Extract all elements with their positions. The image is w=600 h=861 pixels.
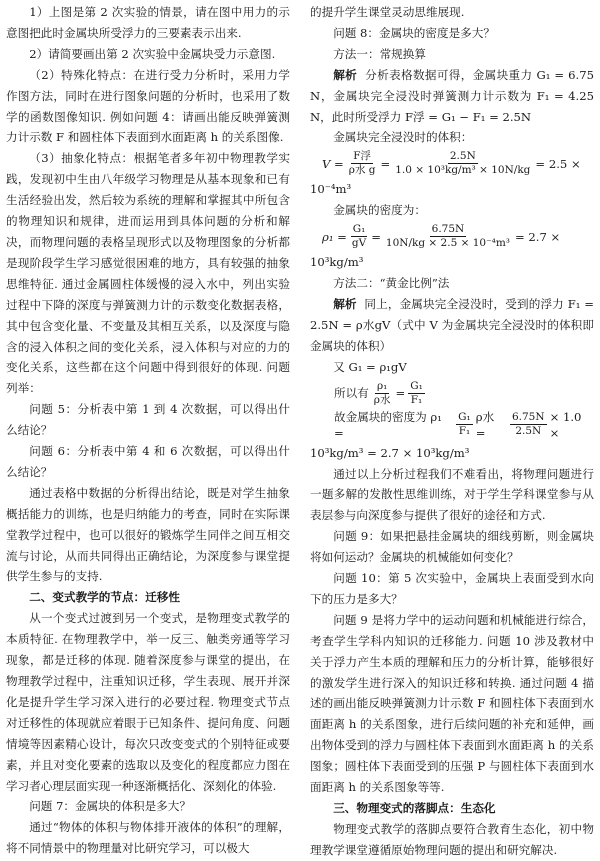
equation-golden-ratio xyxy=(334,409,594,441)
fraction xyxy=(350,223,368,250)
eq-lhs: 所以有 xyxy=(334,386,369,401)
fraction-numerator: G₁ xyxy=(458,411,471,424)
eq-equals: = xyxy=(371,229,381,244)
fraction-numerator: ρ₁ xyxy=(376,379,388,392)
fraction xyxy=(347,150,378,177)
paragraph: 金属块的密度为： xyxy=(333,203,426,218)
paragraph: 1）上图是第 2 次实验的情景，请在图中用力的示意图把此时金属块所受浮力的三要素表示出来. xyxy=(6,5,290,40)
section-heading-3: 三、物理变式的落脚点：生态化 xyxy=(333,801,496,815)
fraction xyxy=(510,411,547,438)
paragraph: 通过以上分析过程我们不难看出，将物理问题进行一题多解的发散性思维训练，对于学生学科课堂参与从表层参与向深度参与提供了很好的途径和方式. xyxy=(310,466,594,523)
paragraph: （3）抽象化特点：根据笔者多年初中物理教学实践，发现初中生由八年级学习物理是从基本现象和已有生活经验出发，然后较为系统的理解和掌握其中所包含的物理知识和规律，进而运用到具体问题的分析和解决，而物理问题的表格呈现形式以及物理图象的分析都是现阶段学生学习感觉很困难的地方，具有较强的抽象思维特征. 通过金属圆柱体缓慢的浸入水中，列出实验过程中下降的深度与弹簧测力计的示数变化数据表格，其中包含变化量、不变量及其相互关系，以及深度与隐含的浸入体积之间的变化关系，浸入体积与对应的力的变化关系，这些都在这个问题中得到很好的体现. 问题列举： xyxy=(6,151,290,396)
paragraph: 物理变式教学的落脚点要符合教育生态化，初中物理教学课堂遵循原始物理问题的提出和研究解决. xyxy=(310,821,594,857)
method-one-title: 方法一：常规换算 xyxy=(333,46,426,61)
paragraph: 通过“物体的体积与物体排开液体的体积”的理解，将不同情景中的物理量对比研究学习，可以极大 xyxy=(6,820,290,856)
equation-density xyxy=(322,223,594,250)
left-column xyxy=(6,2,290,859)
fraction-denominator: 1.0 × 10³kg/m³ × 10N/kg xyxy=(395,164,531,177)
fraction-denominator: ρ水 xyxy=(373,393,391,406)
fraction xyxy=(408,380,425,407)
eq-rhs: = 2.7 × xyxy=(515,229,561,244)
question-6: 问题 6：分析表中第 4 和 6 次数据，可以得出什么结论？ xyxy=(6,444,290,479)
fraction xyxy=(372,380,393,407)
question-5: 问题 5：分析表中第 1 到 4 次数据，可以得出什么结论？ xyxy=(6,402,290,438)
fraction-numerator: 6.75N xyxy=(511,411,545,424)
question-10: 问题 10：第 5 次实验中，金属块上表面受到水向下的压力是多大？ xyxy=(310,571,594,606)
question-9: 问题 9：如果把悬挂金属块的细线剪断，则金属块将如何运动？金属块的机械能如何变化？ xyxy=(310,529,594,565)
eq-rhs: = 2.5 × xyxy=(535,156,581,171)
fraction-denominator: 10N/kg × 2.5 × 10⁻⁴m³ xyxy=(385,237,510,250)
right-column xyxy=(310,2,594,861)
fraction xyxy=(456,411,473,438)
eq-equals: = xyxy=(395,386,406,401)
analysis-2 xyxy=(310,294,594,357)
paragraph: 的提升学生课堂灵动思维展现. xyxy=(310,5,465,19)
eq-continuation: 10³kg/m³ xyxy=(310,255,364,270)
paragraph: 从一个变式过渡到另一个变式，是物理变式教学的本质特征. 在物理教学中，举一反三、触类旁通等学习现象，都是迁移的体现. 随着深度参与课堂的提出，在物理教学过程中，注重知识迁移，学生表现、展开并深化是提升学生学习深入进行的必要过程. 物理变式节点对迁移性的体现就应着眼于已知条件、提问角度、问题情境等因素精心设计，每次只改变变式的个别特征或要素，并且对变化要素的选取以及变化的程度都应力图在学习者心理层面实现一种逐渐概括化、深刻化的体验. xyxy=(6,611,290,793)
eq-lhs: V = xyxy=(322,156,344,171)
fraction-denominator: gV xyxy=(351,237,367,250)
fraction-numerator: F浮 xyxy=(353,150,372,163)
fraction-numerator: G₁ xyxy=(410,379,423,392)
eq-continuation: 10⁻⁴m³ xyxy=(310,182,352,197)
section-heading-2: 二、变式教学的节点：迁移性 xyxy=(29,590,180,605)
analysis-text: 同上，金属块完全浸没时，受到的浮力 F₁ = 2.5N = ρ水gV（式中 V 为金属块完全浸没时的体积即金属块的体积） xyxy=(310,296,594,353)
paragraph: 2）请简要画出第 2 次实验中金属块受力示意图. xyxy=(29,46,276,61)
question-8: 问题 8：金属块的密度是多大？ xyxy=(333,25,495,40)
eq-continuation: 10³kg/m³ = 2.7 × 10³kg/m³ xyxy=(310,445,470,460)
fraction xyxy=(393,150,532,177)
analysis-1 xyxy=(310,65,594,128)
fraction-numerator: 2.5N xyxy=(449,150,476,163)
paragraph: 通过表格中数据的分析得出结论，既是对学生抽象概括能力的训练，也是归纳能力的考查，同时在实际课堂教学过程中，也可以很好的锻炼学生同伴之间互相交流与讨论，从而共同得出正确结论，为深度参与课堂提供学生参与的支持. xyxy=(6,485,290,584)
paragraph: 金属块完全浸没时的体积： xyxy=(333,130,473,145)
paragraph: （2）特殊化特点：在进行受力分析时，采用力学作图方法，同时在进行图象问题的分析时，也采用了数学的函数图像知识. 例如问题 4：请画出能反映弹簧测力计示数 F 和圆柱体下表面到水面距离 h 的关系图像. xyxy=(6,67,290,145)
fraction xyxy=(384,223,512,250)
fraction-denominator: F₁ xyxy=(410,393,423,406)
question-7: 问题 7：金属块的体积是多大？ xyxy=(29,799,191,814)
fraction-denominator: ρ水 g xyxy=(348,164,376,177)
equation-volume xyxy=(322,150,594,177)
equation-weight: 又 G₁ = ρ₁gV xyxy=(333,359,407,374)
fraction-denominator: F₁ xyxy=(458,425,471,438)
analysis-text: 分析表格数据可得，金属块重力 G₁ = 6.75N，金属块完全浸没时弹簧测力计示数为 F₁ = 4.25N，此时所受浮力 F浮 = G₁ − F₁ = 2.5N xyxy=(310,67,594,124)
eq-lhs: ρ₁ = xyxy=(322,229,347,244)
fraction-numerator: 6.75N xyxy=(431,223,465,236)
eq-equals: = xyxy=(380,156,391,171)
eq-mid: ρ水 = xyxy=(475,409,495,440)
equation-ratio xyxy=(334,380,594,407)
analysis-label: 解析 xyxy=(333,296,357,311)
fraction-numerator: G₁ xyxy=(352,223,366,236)
analysis-label: 解析 xyxy=(333,67,358,82)
eq-lhs: 故金属块的密度为 ρ₁ = xyxy=(334,409,442,440)
fraction-denominator: 2.5N xyxy=(515,425,542,438)
paragraph: 问题 9 是将力学中的运动问题和机械能进行综合，考查学生学科内知识的迁移能力. 问题 10 涉及教材中关于浮力产生本质的理解和压力的分析计算，能够很好的激发学生进行深入的知识迁移和转换. 通过问题 4 描述的画出能反映弹簧测力计示数 F 和圆柱体下表面到水面距离 h 的关系图象，进行后续问题的补充和延伸，画出物体受到的浮力与圆柱体下表面到水面距离 h 的关系图象；圆柱体下表面受到的压强 P 与圆柱体下表面到水面距离 h 的关系图象等等. xyxy=(310,612,594,795)
eq-rhs: × 1.0 × xyxy=(549,409,582,440)
method-two-title: 方法二：“黄金比例”法 xyxy=(333,276,450,291)
